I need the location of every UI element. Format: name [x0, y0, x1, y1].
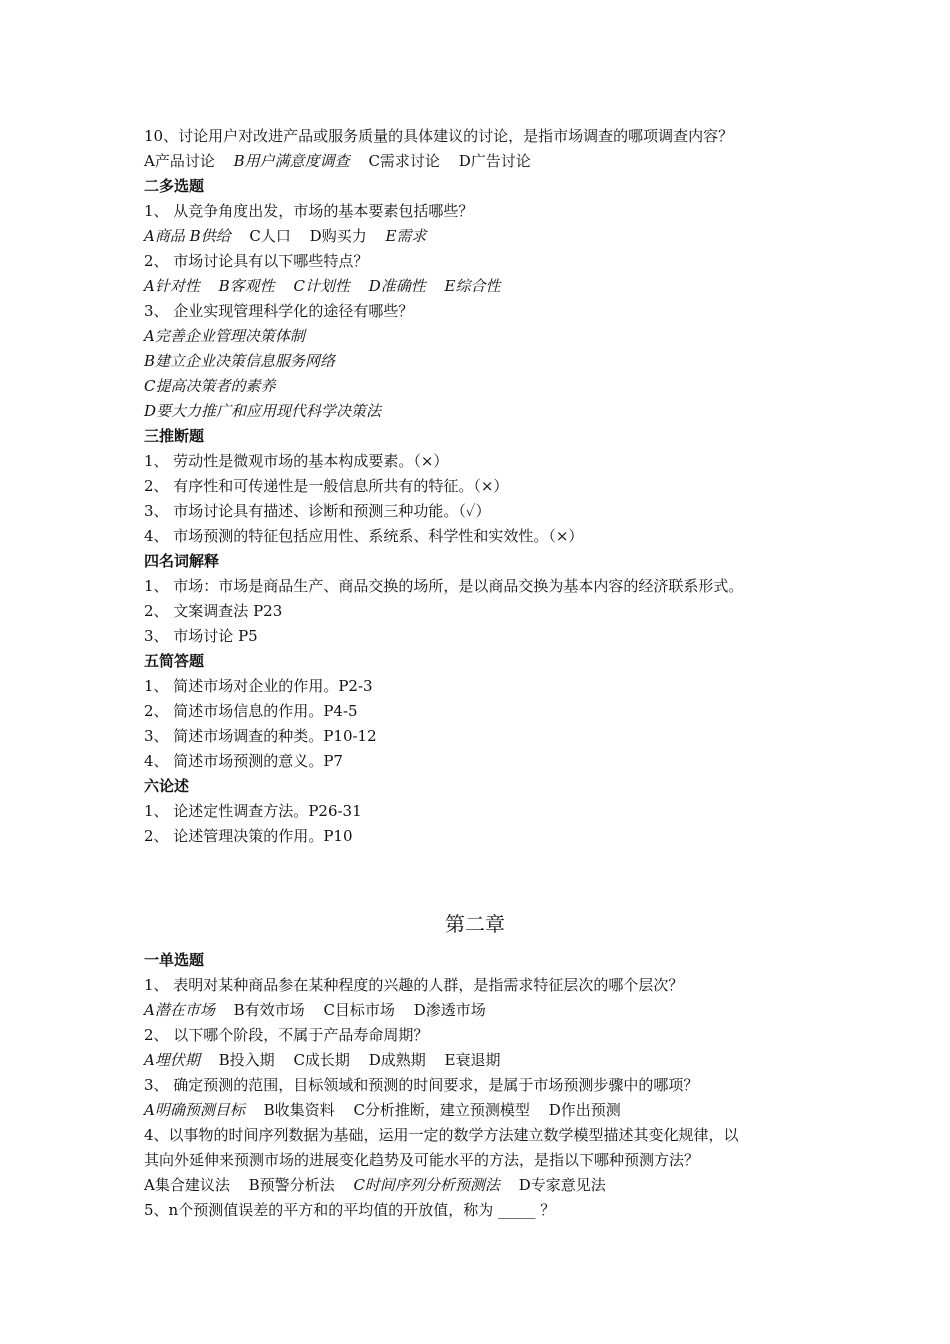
- option-c: C需求讨论: [368, 152, 440, 170]
- option-c: C时间序列分析预测法: [353, 1176, 500, 1194]
- option-d: D成熟期: [368, 1051, 426, 1069]
- judge-item: 1、 劳动性是微观市场的基本构成要素。（×）: [144, 452, 449, 470]
- option-d: D准确性: [368, 277, 426, 295]
- short-item: 3、 简述市场调查的种类。P10-12: [144, 727, 377, 745]
- single-question-1-options: [144, 1000, 486, 1020]
- option-b: B客观性: [218, 277, 275, 295]
- term-item: 1、 市场：市场是商品生产、商品交换的场所，是以商品交换为基本内容的经济联系形式。: [144, 577, 744, 595]
- single-question-2-options: [144, 1050, 500, 1070]
- section-heading-terms: 四名词解释: [144, 552, 220, 570]
- section-heading-short: 五简答题: [144, 652, 205, 670]
- option-a: A针对性: [144, 277, 200, 295]
- section-heading-essay: 六论述: [144, 777, 190, 795]
- multi-question-2-options: [144, 276, 500, 296]
- option-e: E综合性: [444, 277, 501, 295]
- option-a: A埋伏期: [144, 1051, 200, 1069]
- section-heading-judge: 三推断题: [144, 427, 205, 445]
- judge-item: 4、 市场预测的特征包括应用性、系统系、科学性和实效性。（×）: [144, 527, 584, 545]
- option-d: D广告讨论: [458, 152, 531, 170]
- question-10-options: [144, 151, 531, 171]
- judge-item: 3、 市场讨论具有描述、诊断和预测三种功能。（✓）: [144, 502, 491, 520]
- essay-item: 2、 论述管理决策的作用。P10: [144, 827, 353, 845]
- multi-question-3-option-a: A完善企业管理决策体制: [144, 327, 305, 345]
- single-question-3: 3、 确定预测的范围，目标领域和预测的时间要求，是属于市场预测步骤中的哪项？: [144, 1076, 699, 1094]
- option-a: A潜在市场: [144, 1001, 215, 1019]
- short-item: 4、 简述市场预测的意义。P7: [144, 752, 343, 770]
- option-d: D专家意见法: [518, 1176, 606, 1194]
- single-question-4-line-1: 4、以事物的时间序列数据为基础，运用一定的数学方法建立数学模型描述其变化规律，以: [144, 1126, 739, 1144]
- term-item: 3、 市场讨论 P5: [144, 627, 258, 645]
- option-b: B有效市场: [233, 1001, 305, 1019]
- option-a: A明确预测目标: [144, 1101, 245, 1119]
- option-b: B预警分析法: [248, 1176, 335, 1194]
- option-c: C目标市场: [323, 1001, 395, 1019]
- multi-question-3: 3、 企业实现管理科学化的途径有哪些？: [144, 302, 414, 320]
- option-a: A集合建议法: [144, 1176, 230, 1194]
- single-question-5: 5、n个预测值误差的平方和的平均值的开放值，称为 _____ ？: [144, 1201, 556, 1219]
- essay-item: 1、 论述定性调查方法。P26-31: [144, 802, 362, 820]
- option-c: C成长期: [293, 1051, 350, 1069]
- single-question-4-line-2: 其向外延伸来预测市场的进展变化趋势及可能水平的方法，是指以下哪种预测方法？: [144, 1151, 700, 1169]
- judge-item: 2、 有序性和可传递性是一般信息所共有的特征。（×）: [144, 477, 509, 495]
- section-heading-multi: 二多选题: [144, 177, 205, 195]
- multi-question-1-options: [144, 226, 426, 246]
- multi-question-1: 1、 从竞争角度出发，市场的基本要素包括哪些？: [144, 202, 474, 220]
- option-c: C分析推断，建立预测模型: [353, 1101, 530, 1119]
- option-d: D购买力: [309, 227, 367, 245]
- option-b: B用户满意度调查: [233, 152, 350, 170]
- option-e: E需求: [385, 227, 427, 245]
- section-heading-single: 一单选题: [144, 951, 205, 969]
- single-question-1: 1、 表明对某种商品参在某种程度的兴趣的人群，是指需求特征层次的哪个层次？: [144, 976, 684, 994]
- question-10: 10、讨论用户对改进产品或服务质量的具体建议的讨论，是指市场调查的哪项调查内容？: [144, 127, 734, 145]
- multi-question-3-option-b: B建立企业决策信息服务网络: [144, 352, 336, 370]
- single-question-4-options: [144, 1175, 606, 1195]
- option-c: C人口: [249, 227, 291, 245]
- chapter-title: 第二章: [445, 912, 505, 936]
- short-item: 2、 简述市场信息的作用。P4-5: [144, 702, 358, 720]
- option-d: D作出预测: [548, 1101, 621, 1119]
- term-item: 2、 文案调查法 P23: [144, 602, 283, 620]
- option-a: A产品讨论: [144, 152, 215, 170]
- single-question-2: 2、 以下哪个阶段，不属于产品寿命周期？: [144, 1026, 429, 1044]
- single-question-3-options: [144, 1100, 621, 1120]
- multi-question-3-option-c: C提高决策者的素养: [144, 377, 276, 395]
- option-b: B投入期: [218, 1051, 275, 1069]
- option-d: D渗透市场: [413, 1001, 486, 1019]
- short-item: 1、 简述市场对企业的作用。P2-3: [144, 677, 373, 695]
- multi-question-3-option-d: D要大力推广和应用现代科学决策法: [144, 402, 382, 420]
- option-e: E衰退期: [444, 1051, 501, 1069]
- option-ab: A商品 B供给: [144, 227, 231, 245]
- option-c: C计划性: [293, 277, 350, 295]
- option-b: B收集资料: [263, 1101, 335, 1119]
- multi-question-2: 2、 市场讨论具有以下哪些特点？: [144, 252, 369, 270]
